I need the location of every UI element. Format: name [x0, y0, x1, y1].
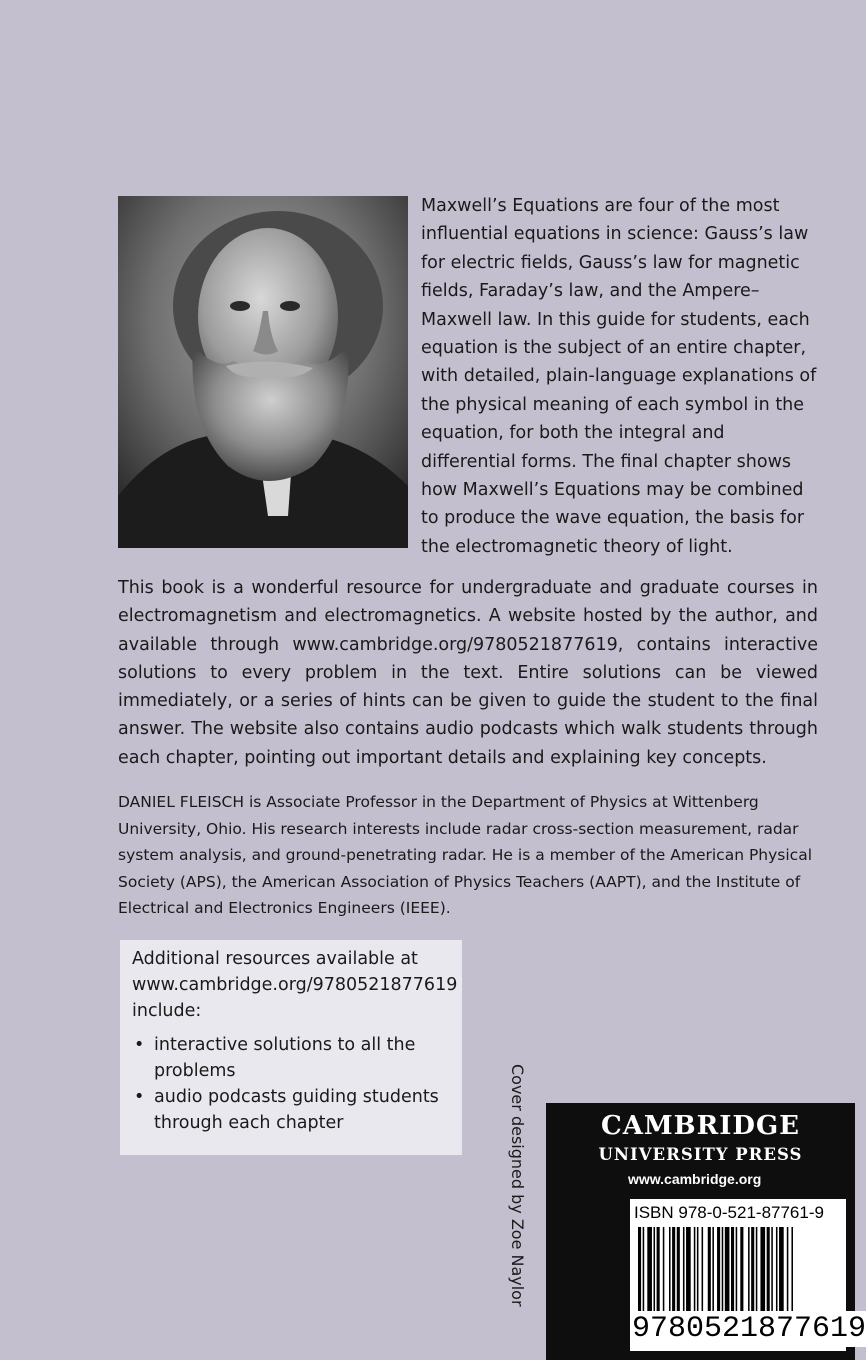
barcode-bar	[791, 1227, 793, 1317]
barcode-bar	[686, 1227, 691, 1317]
barcode-bars	[638, 1227, 838, 1317]
bullet-icon: •	[134, 1087, 145, 1107]
barcode-bar	[708, 1227, 711, 1317]
barcode-bar	[748, 1227, 750, 1317]
author-bio: DANIEL FLEISCH is Associate Professor in the Department of Physics at Wittenberg University, Ohio. His research interests include radar cross-section measurement, radar system analysis, and ground-penetrating radar. He is a member of the American Physical Society (APS), the American Association of Physics Teachers (AAPT), and the Institute of Electrical and Electronics Engineers (IEEE).	[118, 793, 812, 917]
portrait-illustration	[118, 196, 408, 548]
barcode-digit-group: 9	[632, 1312, 651, 1346]
barcode-bar	[638, 1227, 641, 1317]
barcode-bar	[672, 1227, 675, 1317]
barcode-bar	[731, 1227, 734, 1317]
barcode-bar	[767, 1227, 770, 1317]
barcode-bar	[725, 1227, 730, 1317]
author-portrait	[118, 196, 408, 548]
barcode-bar	[694, 1227, 696, 1317]
barcode-bar	[736, 1227, 738, 1317]
list-item	[132, 1084, 450, 1136]
barcode-bar	[702, 1227, 704, 1317]
cover-credit: Cover designed by Zoe Naylor	[508, 1064, 527, 1307]
barcode-digit-group: 877619	[758, 1312, 866, 1346]
barcode-bar	[722, 1227, 724, 1317]
publisher-url: www.cambridge.org	[628, 1171, 762, 1187]
barcode-bar	[717, 1227, 720, 1317]
description-paragraph: This book is a wonderful resource for undergraduate and graduate courses in electromagnetism and electromagnetics. A website hosted by the author, and available through www.cambridge.org/9780521877619, contains interactive solutions to every problem in the text. Entire solutions can be viewed immediately, or a series of hints can be given to guide the student to the final answer. The website also contains audio podcasts which walk students through each chapter, pointing out important details and explaining key concepts.	[118, 578, 818, 768]
barcode-digit-group: 780521	[650, 1312, 759, 1346]
barcode-bar	[787, 1227, 789, 1317]
intro-paragraph: Maxwell’s Equations are four of the most influential equations in science: Gauss’s law for electric fields, Gauss’s law for magnetic fields, Faraday’s law, and the Ampere–Maxwell law. In this guide for students, each equation is the subject of an entire chapter, with detailed, plain-language explanations of the physical meaning of each symbol in the equation, for both the integral and differential forms. The final chapter shows how Maxwell’s Equations may be combined to produce the wave equation, the basis for the electromagnetic theory of light.	[421, 196, 817, 557]
barcode-bar	[760, 1227, 765, 1317]
barcode-bar	[647, 1227, 652, 1317]
publisher-block	[546, 1103, 866, 1360]
barcode-bar	[677, 1227, 680, 1317]
barcode-bar	[756, 1227, 758, 1317]
barcode-bar	[663, 1227, 665, 1317]
barcode	[630, 1199, 866, 1351]
resource-item-label: audio podcasts guiding students through each chapter	[154, 1087, 439, 1133]
isbn-number: ISBN 978-0-521-87761-9	[634, 1203, 824, 1222]
additional-resources-box	[120, 940, 462, 1155]
barcode-bar	[643, 1227, 645, 1317]
publisher-subname: UNIVERSITY PRESS	[598, 1145, 803, 1164]
barcode-bar	[751, 1227, 754, 1317]
barcode-bar	[654, 1227, 656, 1317]
barcode-digits	[632, 1311, 866, 1347]
barcode-bar	[683, 1227, 685, 1317]
barcode-bar	[697, 1227, 699, 1317]
list-item	[132, 1032, 450, 1084]
barcode-bar	[669, 1227, 671, 1317]
barcode-bar	[712, 1227, 714, 1317]
resources-intro: Additional resources available at www.cambridge.org/9780521877619 include:	[132, 949, 458, 1021]
resource-item-label: interactive solutions to all the problems	[154, 1035, 416, 1081]
barcode-bar	[779, 1227, 784, 1317]
resources-list	[132, 1032, 450, 1136]
barcode-bar	[657, 1227, 660, 1317]
barcode-bar	[771, 1227, 773, 1317]
barcode-bar	[776, 1227, 778, 1317]
publisher-name: CAMBRIDGE	[601, 1111, 800, 1141]
bullet-icon: •	[134, 1035, 145, 1055]
barcode-bar	[740, 1227, 743, 1317]
